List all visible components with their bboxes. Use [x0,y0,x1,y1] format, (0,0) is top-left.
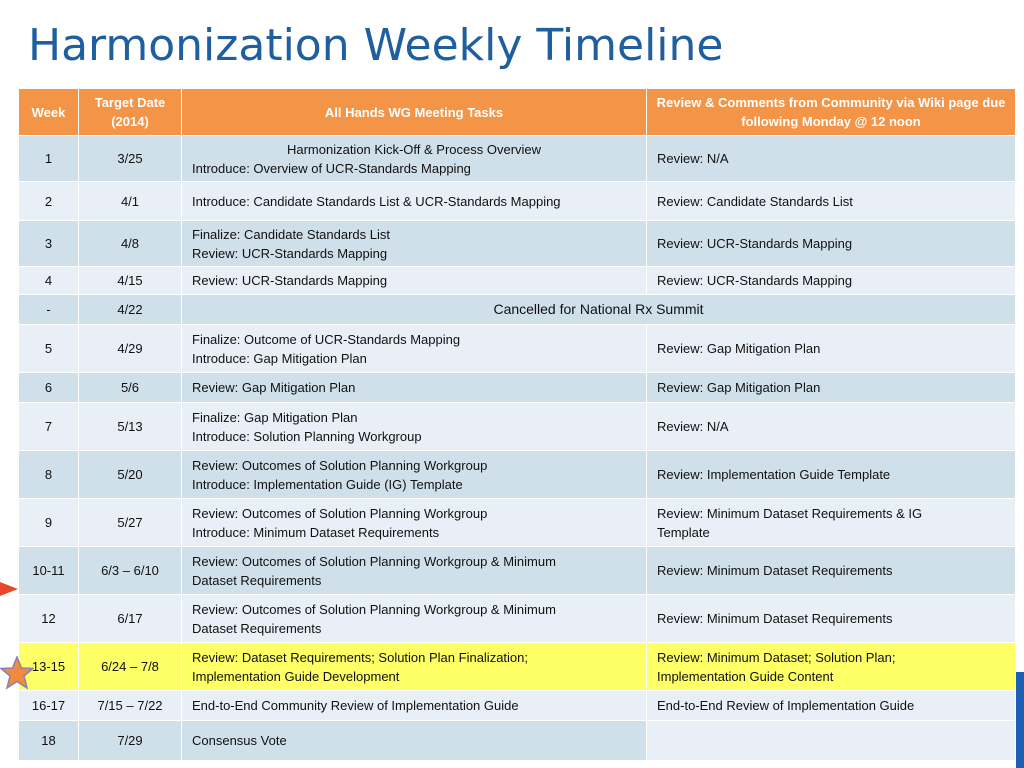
table-row [19,295,1016,325]
review-line-1: Review: Minimum Dataset; Solution Plan; [657,649,896,665]
header-review: Review & Comments from Community via Wiki page due following Monday @ 12 noon [647,89,1016,136]
task-line-1: Review: UCR-Standards Mapping [192,273,388,288]
week-cell [19,325,79,373]
tasks-cell [182,325,647,373]
task-line-2: Implementation Guide Development [192,668,400,684]
task-line-1: End-to-End Community Review of Implementation Guide [192,698,519,713]
date-value: 3/25 [117,151,143,166]
week-cell [19,267,79,295]
tasks-cell [182,136,647,182]
task-line-2: Review: UCR-Standards Mapping [192,245,388,261]
week-cell [19,721,79,761]
date-value: 6/17 [117,611,143,626]
week-cell [19,182,79,221]
week-cell [19,221,79,267]
review-line-1: End-to-End Review of Implementation Guide [657,698,915,713]
week-cell [19,136,79,182]
tasks-cell [182,373,647,403]
review-cell [647,325,1016,373]
date-value: 5/13 [117,419,143,434]
task-line-2: Introduce: Solution Planning Workgroup [192,428,422,444]
date-value: 4/22 [117,302,143,317]
page-title: Harmonization Weekly Timeline [28,20,724,71]
task-line-1: Review: Outcomes of Solution Planning Workgroup [192,457,488,473]
review-cell [647,721,1016,761]
week-value: 18 [41,733,56,748]
tasks-cell [182,643,647,691]
star-icon [0,656,34,690]
table-row [19,499,1016,547]
review-cell [647,547,1016,595]
week-value: 1 [44,151,53,166]
header-tasks: All Hands WG Meeting Tasks [182,89,647,136]
tasks-cell [182,721,647,761]
task-line-2: Introduce: Overview of UCR-Standards Mapping [192,160,471,176]
review-cell [647,691,1016,721]
task-line-1: Review: Gap Mitigation Plan [192,380,356,395]
review-line-2: Implementation Guide Content [657,668,834,684]
week-value: 9 [44,515,53,530]
tasks-cell [182,267,647,295]
table-row [19,547,1016,595]
timeline-table [18,88,1016,761]
review-cell [647,182,1016,221]
week-cell [19,499,79,547]
task-line-1: Review: Dataset Requirements; Solution Plan Finalization; [192,649,529,665]
table-row [19,691,1016,721]
week-cell [19,547,79,595]
review-line-2: Template [657,524,710,540]
date-value: 7/29 [117,733,143,748]
review-line-1: Review: UCR-Standards Mapping [657,273,853,288]
week-value: 6 [44,380,53,395]
tasks-cell [182,691,647,721]
table-row [19,403,1016,451]
week-cell [19,295,79,325]
tasks-cell [182,182,647,221]
date-cell [79,691,182,721]
week-value: 5 [44,341,53,356]
table-row [19,325,1016,373]
review-cell [647,643,1016,691]
table-header-row [19,89,1016,136]
task-line-1: Review: Outcomes of Solution Planning Workgroup [192,505,488,521]
date-cell [79,595,182,643]
date-cell [79,451,182,499]
task-line-2: Introduce: Gap Mitigation Plan [192,350,367,366]
table-row [19,373,1016,403]
table-row [19,643,1016,691]
tasks-cell [182,451,647,499]
tasks-cell [182,221,647,267]
date-cell [79,182,182,221]
date-cell [79,267,182,295]
review-cell [647,136,1016,182]
table-row [19,182,1016,221]
week-value: 7 [44,419,53,434]
date-value: 4/1 [120,193,140,209]
date-cell [79,325,182,373]
week-cell [19,595,79,643]
week-cell [19,403,79,451]
date-value: 4/8 [120,236,140,251]
review-cell [647,451,1016,499]
review-line-1: Review: N/A [657,419,729,434]
decorative-red-arrow [0,582,18,596]
review-line-1: Review: Minimum Dataset Requirements [657,611,893,626]
date-value: 7/15 – 7/22 [97,698,163,713]
cancelled-cell [182,295,1016,325]
header-target-date: Target Date (2014) [79,89,182,136]
date-cell [79,403,182,451]
task-line-2: Dataset Requirements [192,572,322,588]
review-line-1: Review: Gap Mitigation Plan [657,380,821,395]
tasks-cell [182,547,647,595]
review-cell [647,267,1016,295]
date-value: 6/3 – 6/10 [101,563,159,578]
date-cell [79,547,182,595]
date-value: 4/29 [117,341,143,356]
review-cell [647,499,1016,547]
task-line-2: Introduce: Minimum Dataset Requirements [192,524,440,540]
table-row [19,451,1016,499]
table-row [19,221,1016,267]
date-cell [79,221,182,267]
task-line-1: Finalize: Candidate Standards List [192,226,391,242]
cancelled-note: Cancelled for National Rx Summit [493,301,704,317]
table-row [19,721,1016,761]
task-line-1: Review: Outcomes of Solution Planning Workgroup & Minimum [192,553,556,569]
task-line-1: Harmonization Kick-Off & Process Overview [286,141,542,157]
review-cell [647,373,1016,403]
review-line-1: Review: Minimum Dataset Requirements [657,563,893,578]
date-cell [79,643,182,691]
date-cell [79,136,182,182]
date-cell [79,721,182,761]
date-value: 5/6 [120,380,140,395]
task-line-1: Review: Outcomes of Solution Planning Workgroup & Minimum [192,601,556,617]
tasks-cell [182,403,647,451]
review-cell [647,403,1016,451]
date-cell [79,499,182,547]
review-cell [647,595,1016,643]
task-line-1: Finalize: Gap Mitigation Plan [192,409,358,425]
week-value: - [46,302,51,317]
task-line-1: Consensus Vote [192,733,287,748]
table-row [19,267,1016,295]
date-value: 5/20 [117,467,143,482]
week-value: 10-11 [32,563,65,578]
review-line-1: Review: Implementation Guide Template [657,467,891,482]
review-line-1: Review: UCR-Standards Mapping [657,236,853,251]
tasks-cell [182,595,647,643]
week-value: 2 [44,193,53,209]
week-value: 12 [41,611,56,626]
task-line-2: Introduce: Implementation Guide (IG) Template [192,476,463,492]
date-value: 5/27 [117,515,143,530]
review-line-1: Review: N/A [657,151,729,166]
review-line-1: Review: Gap Mitigation Plan [657,341,821,356]
header-week: Week [19,89,79,136]
week-cell [19,451,79,499]
week-value: 3 [44,236,53,251]
table-row [19,136,1016,182]
date-cell [79,373,182,403]
task-line-1: Introduce: Candidate Standards List & UCR-Standards Mapping [192,193,561,209]
review-line-1: Review: Minimum Dataset Requirements & IG [657,505,923,521]
week-value: 13-15 [31,659,66,674]
date-value: 4/15 [117,273,143,288]
date-cell [79,295,182,325]
decorative-blue-bar [1016,672,1024,768]
week-cell [19,691,79,721]
week-value: 16-17 [31,698,66,713]
task-line-1: Finalize: Outcome of UCR-Standards Mapping [192,331,461,347]
review-line-1: Review: Candidate Standards List [657,193,853,209]
tasks-cell [182,499,647,547]
table-row [19,595,1016,643]
week-value: 4 [44,273,53,288]
date-value: 6/24 – 7/8 [101,659,159,674]
week-cell [19,373,79,403]
week-value: 8 [44,467,53,482]
task-line-2: Dataset Requirements [192,620,322,636]
review-cell [647,221,1016,267]
